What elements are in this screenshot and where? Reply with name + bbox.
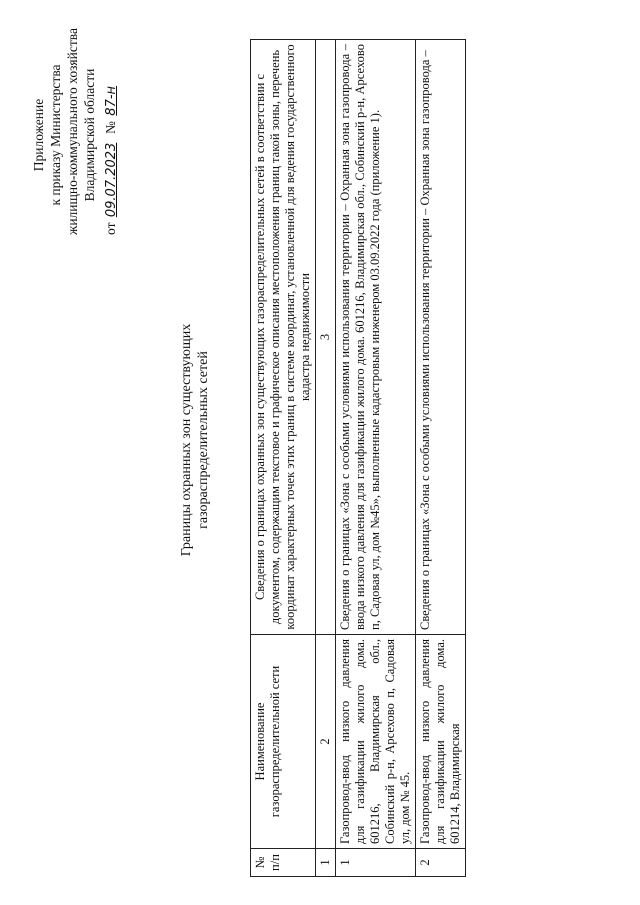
index-cell: 1 [316,849,336,877]
appendix-title: Приложение [31,98,46,172]
document-title [178,275,212,605]
number-prefix: № [103,121,118,134]
appendix-block [30,28,120,235]
zones-table [250,39,466,877]
header-zone-details: Сведения о границах охранных зон существующих газораспределительных сетей в соответствии с документом, содержащим текстовое и графическое описания местоположения границ такой зоны, перечень координат характерных точек этих границ в системе координат, установленной для ведения государственного кадастра недвижимости [251,40,316,635]
document-title-line-1: Границы охранных зон существующих [179,323,194,557]
index-cell: 2 [316,635,336,849]
table-row [416,40,466,877]
header-network-name: Наименование газораспределительной сети [251,635,316,849]
row-number: 2 [416,849,466,877]
document-title-line-2: газораспределительных сетей [196,351,211,529]
row-number: 1 [336,849,416,877]
date-value: 09.07.2023 [104,142,119,218]
row-zone-details: Сведения о границах «Зона с особыми условиями использования территории – Охранная зона газопровода – ввода низкого давления для газификации жилого дома. 601216, Владимирская обл., Собинский р-н, Арсехово п, Садовая ул, дом №45», выполненные кадастровым инженером 03.09.2022 года (приложение 1). [336,40,416,635]
table-row [336,40,416,877]
appendix-line-1: к приказу Министерства [48,64,63,206]
index-cell: 3 [316,40,336,635]
table-header-row [251,40,316,877]
row-zone-details: Сведения о границах «Зона с особыми условиями использования территории – Охранная зона газопровода – [416,40,466,635]
number-value: 87-н [104,85,119,116]
table-index-row [316,40,336,877]
row-network-name: Газопровод-ввод низкого давления для газификации жилого дома. 601214, Владимирская [416,635,466,849]
appendix-line-3: Владимирской области [82,68,97,202]
appendix-line-2: жилищно-коммунального хозяйства [65,28,80,235]
header-number: № п/п [251,849,316,877]
row-network-name: Газопровод-ввод низкого давления для газификации жилого дома. 601216, Владимирская обл., Собинский р-н, Арсехово п, Садовая ул, дом № 45. [336,635,416,849]
date-number-line [102,35,120,235]
date-prefix: от [103,222,118,235]
